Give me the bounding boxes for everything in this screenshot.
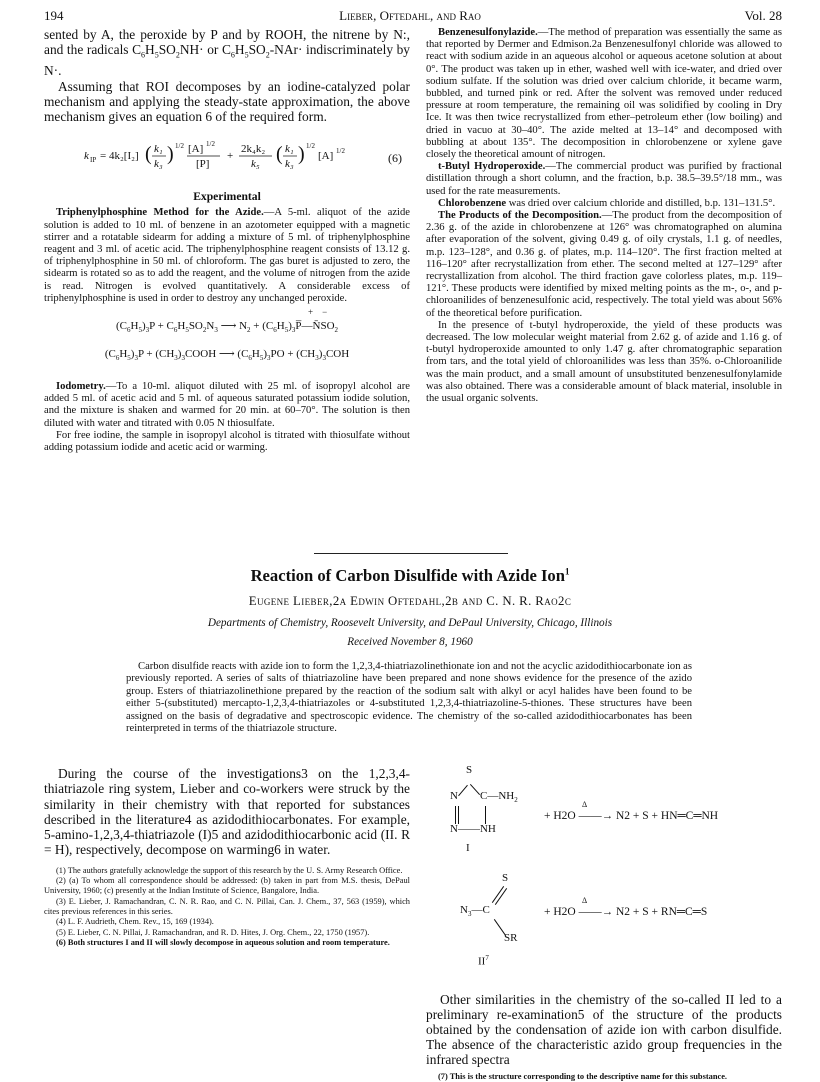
reaction-products-2: + H2O ——→ N2 + S + RN═C═S (544, 906, 708, 918)
svg-text:k₁: k₁ (154, 143, 163, 156)
abstract (126, 661, 692, 735)
run-in-heading: Benzenesulfonylazide. (438, 27, 538, 38)
svg-text:k₃: k₃ (154, 158, 163, 171)
article-authors: Eugene Lieber,2a Edwin Oftedahl,2b and C. N. R. Rao2c (248, 594, 572, 608)
reaction-scheme (426, 762, 782, 992)
footnote: (2) (a) To whom all correspondence should be addressed: (b) taken in part from M.S. thesis, DePaul University, 1960; (c) presently at the Indian Institute of Science, Bangalore, India. (44, 876, 410, 896)
svg-text:(: ( (145, 143, 152, 166)
paragraph-text: —A 5-ml. aliquot of the azide solution is added to 10 ml. of benzene in an azotometer equipped with a magnetic stirrer and a rotatable sidearm for adding a mixture of 5 ml. of triphenylphosphine reagent and 3 ml. of acetic acid. The triphenylphosphine reagent consists of 13.12 g. of triphenylphosphine in 50 ml. of chloroform. The gas buret is adjusted to zero, the sidearm is rotated so as to add the reagent, and the volume of nitrogen from the azide is read. Nitrogen is evolved quantitatively. A considerable excess of triphenylphosphine is used in order to destroy any unchanged peroxide. (44, 207, 410, 304)
body-paragraph: sented by A, the peroxide by P and by ROOH, the nitrene by N:, and the radicals $C_6H_5SO_2NH\cdot$ or $C_6H_5SO_2-NAr\cdot$ indiscriminately by N·. (44, 27, 410, 79)
svg-text:): ) (167, 143, 174, 166)
run-in-heading: Chlorobenzene (438, 197, 507, 209)
svg-text:[A]: [A] (318, 150, 334, 163)
right-column-bottom (426, 992, 782, 1082)
amino-carbon: $C—NH_2$ (480, 790, 518, 805)
ring-bond (458, 785, 468, 796)
footnote: (6) Both structures I and II will slowly decompose in aqueous solution and room temperature. (56, 937, 390, 947)
nitrogen-atom: N (450, 790, 458, 802)
compound-label-II: $II^7$ (478, 954, 489, 968)
thioester-group: SR (504, 932, 518, 944)
heat-symbol: Δ (582, 896, 588, 905)
paragraph-text: was dried over calcium chloride and distilled, b.p. 131–131.5°. (506, 197, 776, 209)
reaction-equations (44, 305, 410, 381)
rate-equation-graphic (44, 126, 410, 186)
svg-text:): ) (298, 143, 305, 166)
compound-label-I: I (466, 842, 470, 854)
azido-carbon: $N_3—C$ (460, 904, 490, 919)
section-heading: Experimental (193, 190, 261, 204)
svg-text:= 4k₂[I₂]: = 4k₂[I₂] (100, 150, 139, 163)
method-paragraph (426, 210, 782, 320)
ring-bond (485, 806, 486, 824)
svg-text:+: + (227, 150, 234, 163)
svg-text:[A]: [A] (188, 143, 204, 156)
method-paragraph (426, 27, 782, 161)
intro-paragraph: During the course of the investigations3 on the 1,2,3,4-thiatriazole ring system, Lieber and co-workers were struck by the similarity in their chemistry with that reported for substances described in the literature4 as azidodithiocarbonates. For example, 5-amino-1,2,3,4-thiatriazole (I)5 and azidodithiocarbonic acid (II. R = H), respectively, decompose on warming6 in water. (44, 766, 410, 858)
svg-text:1/2: 1/2 (306, 142, 315, 151)
svg-text:1/2: 1/2 (206, 140, 215, 149)
left-column-bottom (44, 766, 410, 948)
body-paragraph: Other similarities in the chemistry of the so-called II led to a preliminary re-examination5 of the structure of the products obtained by the condensation of azide ion with carbon disulfide. The absence of the characteristic azido group frequencies in the infrared spectra (426, 992, 782, 1067)
reaction-products-1: + H2O ——→ N2 + S + HN═C═NH (544, 810, 719, 822)
sulfur-atom: S (466, 764, 473, 776)
svg-text:1/2: 1/2 (175, 142, 184, 151)
ring-bond (455, 806, 456, 824)
reaction-2: $(C_6H_5)_3P$ + $(CH_3)_3COOH$ ⟶ $(C_6H_5)_3PO + (CH_3)_3COH$ (104, 348, 350, 363)
footnote: (1) The authors gratefully acknowledge the support of this research by the U. S. Army Research Office. (56, 865, 403, 875)
body-paragraph: Assuming that ROI decomposes by an iodine-catalyzed polar mechanism and applying the steady-state approximation, the above mechanism gives an equation 6 of the required form. (44, 78, 410, 125)
thione-sulfur: S (502, 872, 509, 884)
equation-6 (44, 124, 410, 188)
page-number: 194 (44, 8, 64, 23)
ring-bond (470, 784, 480, 795)
svg-text:1/2: 1/2 (336, 147, 345, 156)
footnote: (7) This is the structure corresponding to the descriptive name for this substance. (438, 1072, 728, 1081)
ring-bond (458, 806, 459, 824)
svg-text:IP: IP (90, 156, 97, 165)
equation-number: (6) (388, 151, 402, 166)
run-in-heading: Iodometry. (56, 381, 106, 393)
run-in-heading: Triphenylphosphine Method for the Azide. (56, 207, 264, 219)
received-date: Received November 8, 1960 (347, 636, 473, 648)
svg-text:(: ( (276, 143, 283, 166)
footnote: (4) L. F. Audrieth, Chem. Rev., 15, 169 (1934). (56, 917, 214, 927)
paragraph-text: —The method of preparation was essentially the same as that reported by Dermer and Edmison.2a Benzenesulfonyl chloride was allowed to react with sodium azide in an aqueous alcohol or aqueous acetone solution at about 0°. The product was taken up in ether, washed well with ice-water, and dried over sodium sulfate. If the solution was dried over calcium chloride, it became warm, bubbled, and turned pink or red. After the solvent was removed under reduced pressure at room temperature, the remaining oil was solidified by cooling in Dry Ice. It was then twice recrystallized from ether–petroleum ether (low boiling) and dried in vacuo at 30–40°. The azide melted at 13–14° and decomposed with bubbling at about 135°. The decomposition in chlorobenzene or xylene gave closely the theoretical amount of nitrogen. (426, 27, 782, 161)
charge-marks: + − (308, 307, 328, 318)
title-footnote-mark: 1 (564, 566, 570, 577)
right-column-top (426, 27, 782, 405)
paragraph-text: —The product from the decomposition of 2.36 g. of the azide in chlorobenzene at 126° was chromatographed on alumina after evaporation of the solvent, giving 0.49 g. of oily crystals, 1.1 g. of needles, m.p. 123–128°, and 0.36 g. of plates, m.p. 114–120°. The first fraction melted at 116–120° after recrystallization from ether. The second melted at 127–129° after recrystallization from alcohol. The third fraction gave colorless plates, m.p. 119–121°. These products were identified by mixed melting points as the m-, o-, and p-chloroanilides of benzenesulfonic acid, respectively. The total yield was about 56% of the theoretical before purification. (426, 210, 782, 319)
footnotes (44, 866, 410, 948)
svg-text:[P]: [P] (196, 158, 210, 171)
method-paragraph (44, 207, 410, 305)
article-affiliation: Departments of Chemistry, Roosevelt University, and DePaul University, Chicago, Illinois (207, 617, 613, 629)
ring-nitrogens: N——NH (450, 823, 496, 835)
footnote: (3) E. Lieber, J. Ramachandran, C. N. R. Rao, and C. N. Pillai, Can. J. Chem., 37, 563 (1959), which cites previous references in this series. (44, 896, 410, 916)
footnote: (5) E. Lieber, C. N. Pillai, J. Ramachandran, and R. D. Hites, J. Org. Chem., 22, 1750 (1957). (56, 927, 370, 937)
svg-text:k: k (84, 150, 89, 163)
svg-text:k₁: k₁ (285, 143, 294, 156)
method-paragraph: In the presence of t-butyl hydroperoxide, the yield of these products was decreased. The low molecular weight material from 2.62 g. of azide and 1.16 g. of t-butyl hydroperoxide amounted to only 1.47 g. after chromatographic separation from tars, and the total yield of chloroanilides was less than 35%. o-Chloroanilide was the main product, and a small amount of unsubstituted benzenesulfonylamide was also obtained. There was a considerable amount of black material, insoluble in the usual organic solvents. (426, 319, 782, 405)
heat-symbol: Δ (582, 800, 588, 809)
run-in-heading: t-Butyl Hydroperoxide. (438, 161, 546, 173)
paragraph-text: —To a 10-ml. aliquot diluted with 25 ml. of isopropyl alcohol are added 5 ml. of acetic acid and 5 ml. of aqueous saturated potassium iodide solution, and the mixture is shaken and warmed for 20 min. at 60–70°. The solution is then diluted with water and titrated with 0.05 N thiosulfate. (44, 381, 410, 429)
method-paragraph (426, 198, 782, 210)
method-paragraph (44, 381, 410, 430)
running-title: Lieber, Oftedahl, and Rao (339, 8, 481, 23)
abstract-text: Carbon disulfide reacts with azide ion to form the 1,2,3,4-thiatriazolinethionate ion and not the acyclic azidodithiocarbonate ion as previously reported. A series of salts of thiatriazoline have been prepared and none shows evidence for the presence of the azido group. Esters of thiatriazolinethione prepared by the reaction of the sodium salt with alkyl or acyl halides have been found to be either 5-(substituted) mercapto-1,2,3,4-thiatriazoles or 4-substituted 1,2,3,4-thiatriazoline-5-thiones. These structures have been assigned on the basis of degradative and spectroscopic evidence. The chemistry of the so-called azidodithiocarbonates has been reinterpreted in terms of the thiatriazole structure. (126, 661, 692, 735)
run-in-heading: The Products of the Decomposition. (438, 210, 602, 222)
method-paragraph: For free iodine, the sample in isopropyl alcohol is titrated with thiosulfate without adding potassium iodide and acetic acid or warming. (44, 429, 410, 454)
method-paragraph (426, 161, 782, 198)
svg-text:k₅: k₅ (251, 158, 260, 171)
volume-label: Vol. 28 (744, 8, 782, 23)
paragraph-text: —The commercial product was purified by fractional distillation through a short column, and the fraction, b.p. 38.5–39.5°/18 mm., was used for the rate measurements. (426, 161, 782, 197)
left-column-top (44, 27, 410, 454)
article-title (0, 566, 820, 586)
section-divider (314, 553, 508, 554)
article-title-text: Reaction of Carbon Disulfide with Azide Ion (250, 566, 565, 585)
svg-text:2k₄k₂: 2k₄k₂ (241, 143, 266, 156)
svg-text:k₃: k₃ (285, 158, 294, 171)
reaction-1: $(C_6H_5)_3P + C_6H_5SO_2N_3$ ⟶ $N_2$ + $(C_6H_5)_3P̅—N̄SO_2$ (115, 320, 339, 335)
